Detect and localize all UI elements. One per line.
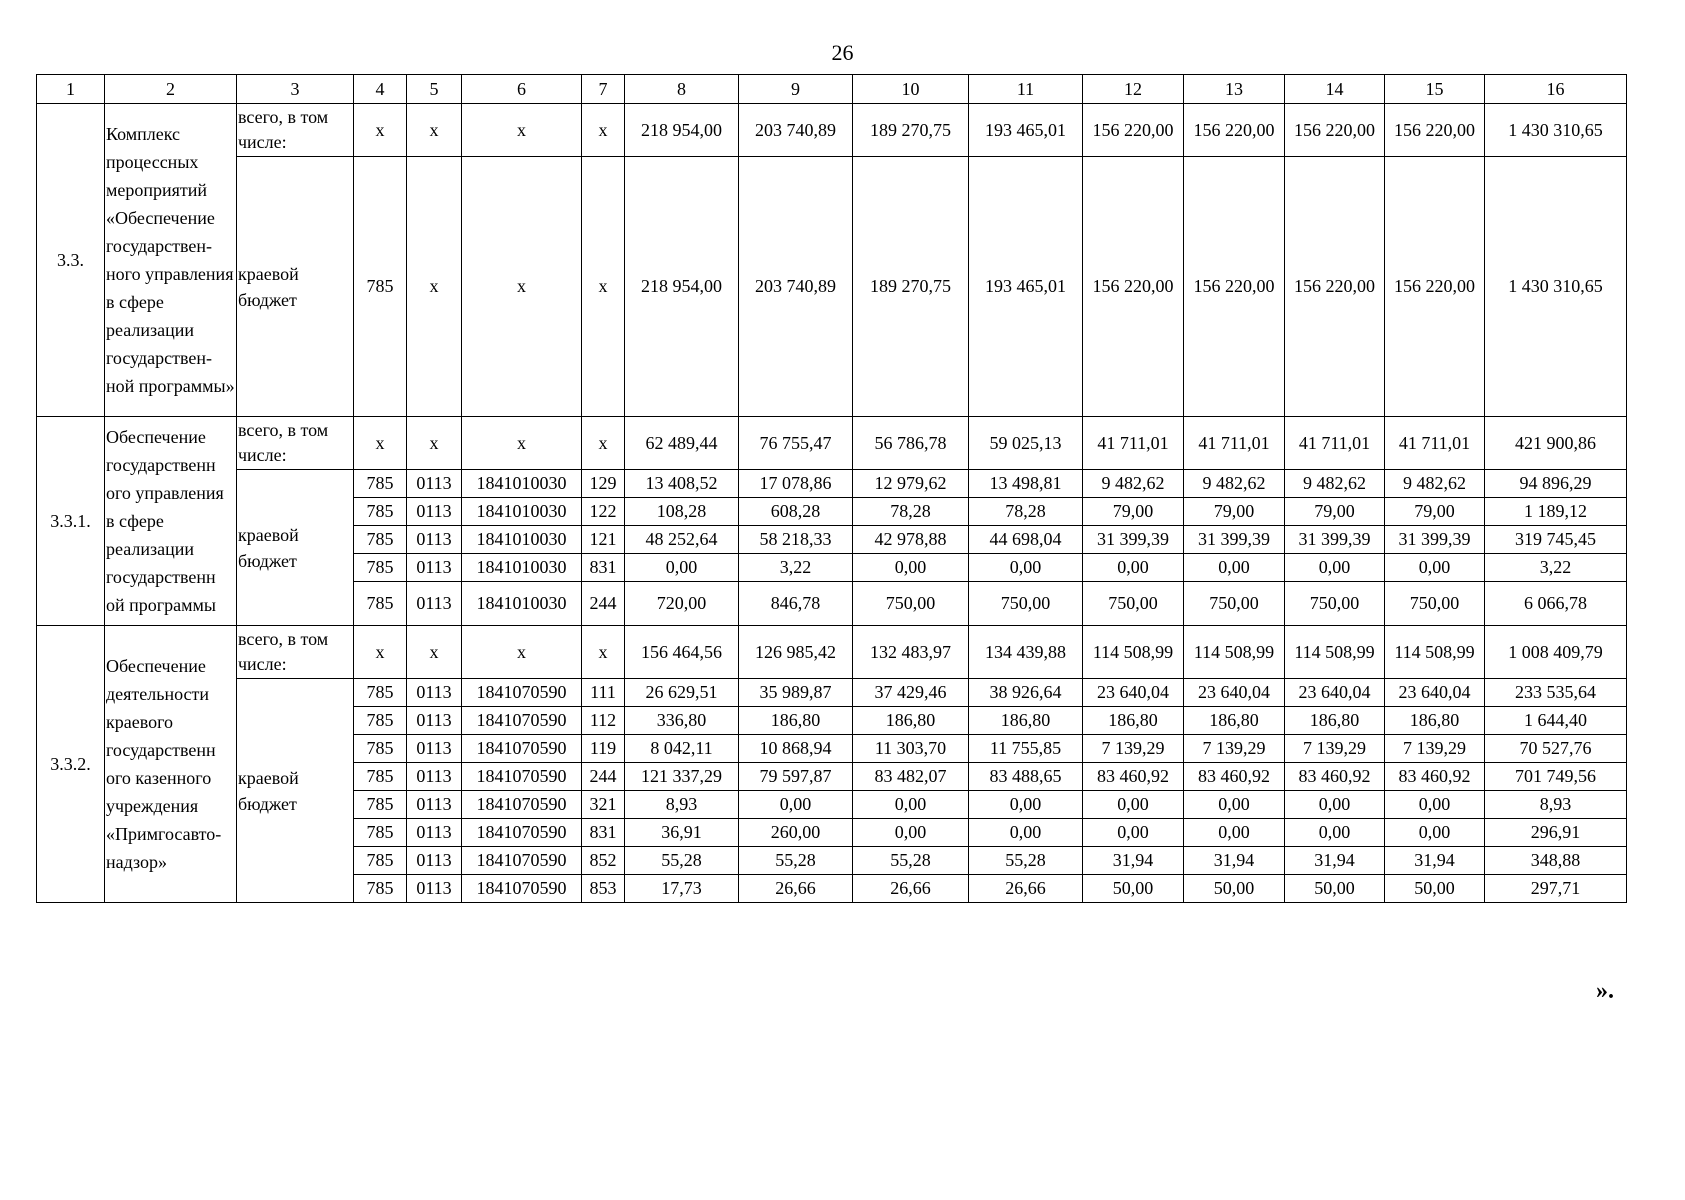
total-cell: x [407, 104, 462, 157]
value-cell: 156 220,00 [1083, 157, 1184, 417]
section-total-row [37, 626, 1627, 679]
value-cell: 108,28 [625, 498, 739, 526]
value-cell: 26,66 [969, 875, 1083, 903]
value-cell: 7 139,29 [1083, 735, 1184, 763]
value-cell: 8 042,11 [625, 735, 739, 763]
value-cell: 17,73 [625, 875, 739, 903]
value-cell: 319 745,45 [1485, 526, 1627, 554]
value-cell: 186,80 [853, 707, 969, 735]
value-cell: 785 [354, 470, 407, 498]
value-cell: 156 220,00 [1184, 157, 1285, 417]
header-cell: 2 [105, 75, 237, 104]
total-cell: 189 270,75 [853, 104, 969, 157]
total-cell: 56 786,78 [853, 417, 969, 470]
value-cell: 348,88 [1485, 847, 1627, 875]
value-cell: 3,22 [1485, 554, 1627, 582]
value-cell: 785 [354, 847, 407, 875]
header-cell: 11 [969, 75, 1083, 104]
value-cell: 186,80 [1184, 707, 1285, 735]
value-cell: 0,00 [1184, 554, 1285, 582]
header-cell: 14 [1285, 75, 1385, 104]
header-cell: 7 [582, 75, 625, 104]
value-cell: 1841010030 [462, 554, 582, 582]
value-cell: 336,80 [625, 707, 739, 735]
value-cell: 31,94 [1385, 847, 1485, 875]
value-cell: 750,00 [853, 582, 969, 626]
value-cell: 1841070590 [462, 707, 582, 735]
total-cell: 41 711,01 [1083, 417, 1184, 470]
value-cell: 83 460,92 [1285, 763, 1385, 791]
value-cell: 1841010030 [462, 498, 582, 526]
value-cell: 785 [354, 582, 407, 626]
value-cell: 8,93 [1485, 791, 1627, 819]
value-cell: 8,93 [625, 791, 739, 819]
value-cell: 186,80 [1385, 707, 1485, 735]
value-cell: 31,94 [1083, 847, 1184, 875]
total-cell: 203 740,89 [739, 104, 853, 157]
value-cell: 260,00 [739, 819, 853, 847]
value-cell: 79,00 [1083, 498, 1184, 526]
value-cell: 846,78 [739, 582, 853, 626]
total-cell: 218 954,00 [625, 104, 739, 157]
value-cell: 55,28 [625, 847, 739, 875]
value-cell: 121 337,29 [625, 763, 739, 791]
value-cell: 11 755,85 [969, 735, 1083, 763]
value-cell: 26,66 [853, 875, 969, 903]
value-cell: 785 [354, 819, 407, 847]
value-cell: 0113 [407, 791, 462, 819]
value-cell: 78,28 [853, 498, 969, 526]
section-total-row [37, 104, 1627, 157]
value-cell: 122 [582, 498, 625, 526]
value-cell: 0113 [407, 707, 462, 735]
value-cell: 31 399,39 [1083, 526, 1184, 554]
value-cell: 112 [582, 707, 625, 735]
value-cell: 1841070590 [462, 735, 582, 763]
value-cell: 79,00 [1184, 498, 1285, 526]
value-cell: 83 460,92 [1083, 763, 1184, 791]
total-cell: 41 711,01 [1385, 417, 1485, 470]
total-cell: 114 508,99 [1184, 626, 1285, 679]
section-total-row [37, 417, 1627, 470]
value-cell: 7 139,29 [1184, 735, 1285, 763]
value-cell: 70 527,76 [1485, 735, 1627, 763]
total-cell: 156 220,00 [1184, 104, 1285, 157]
value-cell: 26,66 [739, 875, 853, 903]
header-cell: 8 [625, 75, 739, 104]
total-cell: x [407, 417, 462, 470]
value-cell: 0113 [407, 735, 462, 763]
table-row [37, 470, 1627, 498]
value-cell: 83 488,65 [969, 763, 1083, 791]
value-cell: 0,00 [1083, 554, 1184, 582]
value-cell: 0113 [407, 679, 462, 707]
value-cell: 50,00 [1083, 875, 1184, 903]
value-cell: 23 640,04 [1184, 679, 1285, 707]
value-cell: 750,00 [1184, 582, 1285, 626]
value-cell: x [582, 157, 625, 417]
value-cell: 23 640,04 [1083, 679, 1184, 707]
value-cell: 0,00 [1285, 819, 1385, 847]
value-cell: 79,00 [1285, 498, 1385, 526]
value-cell: 0,00 [853, 554, 969, 582]
total-cell: x [582, 417, 625, 470]
value-cell: 1841070590 [462, 875, 582, 903]
value-cell: 7 139,29 [1285, 735, 1385, 763]
value-cell: 44 698,04 [969, 526, 1083, 554]
value-cell: 1 189,12 [1485, 498, 1627, 526]
value-cell: 720,00 [625, 582, 739, 626]
value-cell: 186,80 [969, 707, 1083, 735]
value-cell: 50,00 [1285, 875, 1385, 903]
total-cell: x [582, 104, 625, 157]
value-cell: 831 [582, 819, 625, 847]
total-cell: 59 025,13 [969, 417, 1083, 470]
total-cell: 114 508,99 [1083, 626, 1184, 679]
value-cell: 48 252,64 [625, 526, 739, 554]
value-cell: 3,22 [739, 554, 853, 582]
header-cell: 10 [853, 75, 969, 104]
value-cell: 0113 [407, 498, 462, 526]
page-number: 26 [831, 40, 854, 65]
value-cell: 129 [582, 470, 625, 498]
value-cell: 785 [354, 875, 407, 903]
header-cell: 12 [1083, 75, 1184, 104]
value-cell: 55,28 [739, 847, 853, 875]
value-cell: 0113 [407, 526, 462, 554]
value-cell: 0113 [407, 582, 462, 626]
budget-table [36, 74, 1627, 903]
value-cell: 6 066,78 [1485, 582, 1627, 626]
total-cell: 134 439,88 [969, 626, 1083, 679]
value-cell: 0,00 [969, 554, 1083, 582]
value-cell: 156 220,00 [1285, 157, 1385, 417]
total-cell: 156 220,00 [1385, 104, 1485, 157]
value-cell: 156 220,00 [1385, 157, 1485, 417]
value-cell: 94 896,29 [1485, 470, 1627, 498]
total-cell: x [407, 626, 462, 679]
value-cell: 0,00 [969, 819, 1083, 847]
value-cell: 218 954,00 [625, 157, 739, 417]
total-cell: x [354, 104, 407, 157]
value-cell: 42 978,88 [853, 526, 969, 554]
value-cell: 58 218,33 [739, 526, 853, 554]
value-cell: 50,00 [1385, 875, 1485, 903]
section-number: 3.3. [37, 104, 105, 417]
value-cell: 9 482,62 [1184, 470, 1285, 498]
value-cell: 0113 [407, 875, 462, 903]
value-cell: 55,28 [853, 847, 969, 875]
value-cell: 785 [354, 707, 407, 735]
value-cell: 0,00 [969, 791, 1083, 819]
value-cell: 297,71 [1485, 875, 1627, 903]
value-cell: 0,00 [1285, 791, 1385, 819]
value-cell: 785 [354, 526, 407, 554]
total-cell: x [462, 626, 582, 679]
source-label: краевой бюджет [237, 470, 354, 626]
total-cell: 41 711,01 [1184, 417, 1285, 470]
value-cell: 31 399,39 [1184, 526, 1285, 554]
header-cell: 6 [462, 75, 582, 104]
value-cell: 0,00 [853, 819, 969, 847]
value-cell: 244 [582, 582, 625, 626]
value-cell: 701 749,56 [1485, 763, 1627, 791]
value-cell: 750,00 [1083, 582, 1184, 626]
value-cell: 37 429,46 [853, 679, 969, 707]
value-cell: 79,00 [1385, 498, 1485, 526]
value-cell: 13 498,81 [969, 470, 1083, 498]
value-cell: 831 [582, 554, 625, 582]
value-cell: 785 [354, 679, 407, 707]
value-cell: 1841010030 [462, 582, 582, 626]
value-cell: 750,00 [1385, 582, 1485, 626]
value-cell: 1841070590 [462, 679, 582, 707]
value-cell: 1 644,40 [1485, 707, 1627, 735]
value-cell: 244 [582, 763, 625, 791]
value-cell: 0,00 [739, 791, 853, 819]
value-cell: 0,00 [1285, 554, 1385, 582]
total-cell: x [354, 626, 407, 679]
value-cell: 9 482,62 [1285, 470, 1385, 498]
value-cell: 36,91 [625, 819, 739, 847]
value-cell: 7 139,29 [1385, 735, 1485, 763]
value-cell: 1841070590 [462, 763, 582, 791]
section-name: Обеспечение государственн ого управления в сфере реализации государственн ой программы [105, 417, 237, 626]
header-cell: 3 [237, 75, 354, 104]
value-cell: 17 078,86 [739, 470, 853, 498]
value-cell: 23 640,04 [1385, 679, 1485, 707]
total-cell: 76 755,47 [739, 417, 853, 470]
value-cell: 321 [582, 791, 625, 819]
value-cell: 50,00 [1184, 875, 1285, 903]
value-cell: 31,94 [1184, 847, 1285, 875]
value-cell: 1841010030 [462, 470, 582, 498]
value-cell: 785 [354, 791, 407, 819]
value-cell: 31,94 [1285, 847, 1385, 875]
total-cell: 132 483,97 [853, 626, 969, 679]
value-cell: 0113 [407, 470, 462, 498]
value-cell: 0,00 [1385, 791, 1485, 819]
header-cell: 5 [407, 75, 462, 104]
total-cell: x [462, 104, 582, 157]
section-name: Обеспечение деятельности краевого государственн ого казенного учреждения «Примгосавто-надзор» [105, 626, 237, 903]
header-row [37, 75, 1627, 104]
value-cell: 38 926,64 [969, 679, 1083, 707]
value-cell: 1841070590 [462, 791, 582, 819]
closing-quote: ». [1596, 978, 1614, 1004]
total-cell: x [354, 417, 407, 470]
header-cell: 15 [1385, 75, 1485, 104]
value-cell: 608,28 [739, 498, 853, 526]
value-cell: 0,00 [1385, 554, 1485, 582]
value-cell: 0,00 [1184, 819, 1285, 847]
value-cell: 83 482,07 [853, 763, 969, 791]
value-cell: 186,80 [739, 707, 853, 735]
value-cell: 10 868,94 [739, 735, 853, 763]
total-cell: 193 465,01 [969, 104, 1083, 157]
value-cell: 0113 [407, 847, 462, 875]
value-cell: 296,91 [1485, 819, 1627, 847]
value-cell: 13 408,52 [625, 470, 739, 498]
value-cell: 785 [354, 498, 407, 526]
value-cell: 0113 [407, 819, 462, 847]
total-cell: 1 008 409,79 [1485, 626, 1627, 679]
value-cell: 0,00 [1184, 791, 1285, 819]
value-cell: 1 430 310,65 [1485, 157, 1627, 417]
value-cell: 9 482,62 [1083, 470, 1184, 498]
value-cell: 12 979,62 [853, 470, 969, 498]
value-cell: x [462, 157, 582, 417]
value-cell: 79 597,87 [739, 763, 853, 791]
value-cell: 186,80 [1285, 707, 1385, 735]
total-cell: 62 489,44 [625, 417, 739, 470]
value-cell: 785 [354, 554, 407, 582]
value-cell: 23 640,04 [1285, 679, 1385, 707]
value-cell: 111 [582, 679, 625, 707]
header-cell: 9 [739, 75, 853, 104]
value-cell: 750,00 [969, 582, 1083, 626]
value-cell: 0,00 [1083, 819, 1184, 847]
total-label: всего, в том числе: [237, 626, 354, 679]
total-cell: 156 220,00 [1285, 104, 1385, 157]
value-cell: 1841070590 [462, 819, 582, 847]
value-cell: 193 465,01 [969, 157, 1083, 417]
value-cell: 0,00 [1385, 819, 1485, 847]
value-cell: 121 [582, 526, 625, 554]
value-cell: 83 460,92 [1184, 763, 1285, 791]
value-cell: 9 482,62 [1385, 470, 1485, 498]
table-row [37, 679, 1627, 707]
value-cell: 1841010030 [462, 526, 582, 554]
value-cell: 1841070590 [462, 847, 582, 875]
value-cell: 853 [582, 875, 625, 903]
value-cell: 35 989,87 [739, 679, 853, 707]
total-cell: 114 508,99 [1385, 626, 1485, 679]
value-cell: 0113 [407, 763, 462, 791]
header-cell: 4 [354, 75, 407, 104]
value-cell: 0113 [407, 554, 462, 582]
header-cell: 13 [1184, 75, 1285, 104]
total-cell: 421 900,86 [1485, 417, 1627, 470]
section-name: Комплекс процессных мероприятий «Обеспечение государствен-ного управления в сфере реализации государствен-ной программы» [105, 104, 237, 417]
value-cell: 785 [354, 735, 407, 763]
total-cell: 41 711,01 [1285, 417, 1385, 470]
value-cell: 0,00 [1083, 791, 1184, 819]
value-cell: 852 [582, 847, 625, 875]
table-row [37, 157, 1627, 417]
total-label: всего, в том числе: [237, 104, 354, 157]
value-cell: 186,80 [1083, 707, 1184, 735]
value-cell: 83 460,92 [1385, 763, 1485, 791]
value-cell: 750,00 [1285, 582, 1385, 626]
total-cell: 156 464,56 [625, 626, 739, 679]
value-cell: 203 740,89 [739, 157, 853, 417]
value-cell: x [407, 157, 462, 417]
value-cell: 233 535,64 [1485, 679, 1627, 707]
value-cell: 31 399,39 [1385, 526, 1485, 554]
total-label: всего, в том числе: [237, 417, 354, 470]
total-cell: 156 220,00 [1083, 104, 1184, 157]
source-label: краевой бюджет [237, 679, 354, 903]
value-cell: 119 [582, 735, 625, 763]
value-cell: 31 399,39 [1285, 526, 1385, 554]
total-cell: x [582, 626, 625, 679]
header-cell: 1 [37, 75, 105, 104]
section-number: 3.3.2. [37, 626, 105, 903]
value-cell: 0,00 [853, 791, 969, 819]
value-cell: 785 [354, 763, 407, 791]
value-cell: 0,00 [625, 554, 739, 582]
value-cell: 26 629,51 [625, 679, 739, 707]
value-cell: 11 303,70 [853, 735, 969, 763]
header-cell: 16 [1485, 75, 1627, 104]
value-cell: 189 270,75 [853, 157, 969, 417]
total-cell: 114 508,99 [1285, 626, 1385, 679]
value-cell: 78,28 [969, 498, 1083, 526]
total-cell: x [462, 417, 582, 470]
value-cell: 785 [354, 157, 407, 417]
value-cell: 55,28 [969, 847, 1083, 875]
total-cell: 1 430 310,65 [1485, 104, 1627, 157]
section-number: 3.3.1. [37, 417, 105, 626]
source-label: краевой бюджет [237, 157, 354, 417]
total-cell: 126 985,42 [739, 626, 853, 679]
